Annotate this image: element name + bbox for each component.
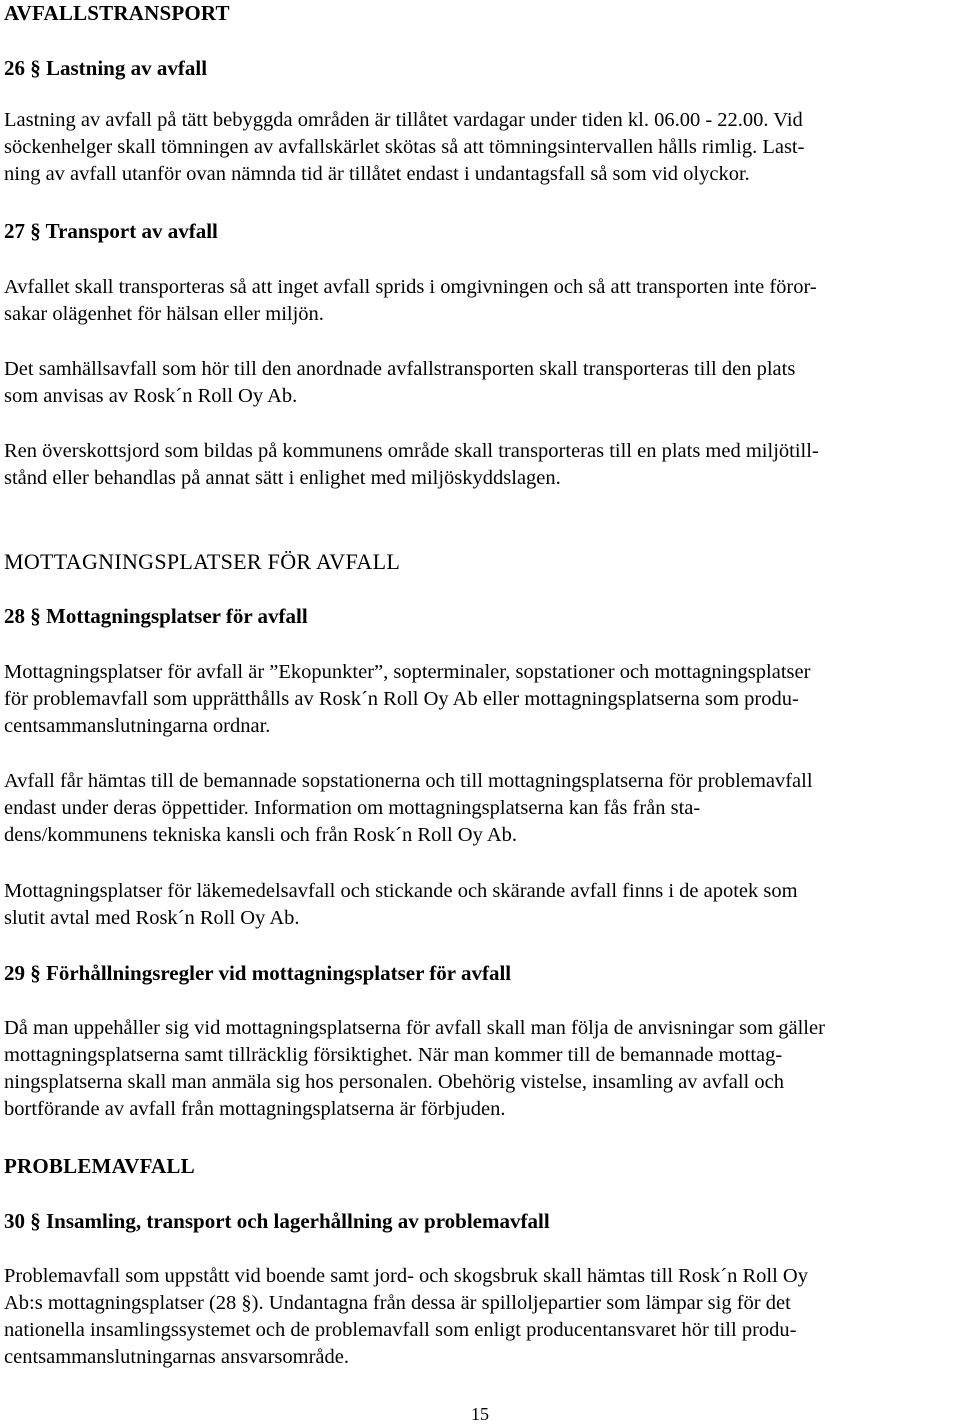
paragraph-28-body-1 <box>4 659 956 740</box>
section-heading-avfallstransport: AVFALLSTRANSPORT <box>4 1 230 25</box>
text-line: Ab:s mottagningsplatser (28 §). Undantagna från dessa är spilloljepartier som lämpar sig för det <box>4 1292 791 1314</box>
section-heading-mottagningsplatser: MOTTAGNINGSPLATSER FÖR AVFALL <box>4 549 401 574</box>
paragraph-heading-27: 27 § Transport av avfall <box>4 219 218 243</box>
text-line: endast under deras öppettider. Information om mottagningsplatserna kan fås från sta- <box>4 797 701 819</box>
text-line: sakar olägenhet för hälsan eller miljön. <box>4 303 324 325</box>
page-number: 15 <box>471 1404 489 1424</box>
paragraph-heading-28: 28 § Mottagningsplatser för avfall <box>4 604 308 628</box>
paragraph-heading-30: 30 § Insamling, transport och lagerhållning av problemavfall <box>4 1209 550 1233</box>
paragraph-27-body-2 <box>4 356 956 410</box>
text-line: Lastning av avfall på tätt bebyggda områden är tillåtet vardagar under tiden kl. 06.00 - 22.00. Vid <box>4 109 803 131</box>
paragraph-28-body-2 <box>4 768 956 849</box>
text-line: söckenhelger skall tömningen av avfallskärlet skötas så att tömningsintervallen hålls rimlig. Last- <box>4 136 805 158</box>
text-line: nationella insamlingssystemet och de problemavfall som enligt producentansvaret hör till produ- <box>4 1319 797 1341</box>
text-line: som anvisas av Rosk´n Roll Oy Ab. <box>4 385 298 407</box>
text-line: stånd eller behandlas på annat sätt i enlighet med miljöskyddslagen. <box>4 467 561 489</box>
text-line: ning av avfall utanför ovan nämnda tid är tillåtet endast i undantagsfall så som vid olyckor. <box>4 163 750 185</box>
text-line: Problemavfall som uppstått vid boende samt jord- och skogsbruk skall hämtas till Rosk´n Roll Oy <box>4 1265 808 1287</box>
text-line: bortförande av avfall från mottagningsplatserna är förbjuden. <box>4 1098 506 1120</box>
text-line: centsammanslutningarna ordnar. <box>4 715 271 737</box>
text-line: ningsplatserna skall man anmäla sig hos personalen. Obehörig vistelse, insamling av avfall och <box>4 1071 784 1093</box>
text-line: Det samhällsavfall som hör till den anordnade avfallstransporten skall transporteras till den plats <box>4 358 796 380</box>
paragraph-heading-29: 29 § Förhållningsregler vid mottagningsplatser för avfall <box>4 961 512 985</box>
text-line: Avfallet skall transporteras så att inget avfall sprids i omgivningen och så att transporten inte föror- <box>4 276 817 298</box>
text-line: slutit avtal med Rosk´n Roll Oy Ab. <box>4 907 300 929</box>
paragraph-heading-26: 26 § Lastning av avfall <box>4 56 208 80</box>
text-line: mottagningsplatserna samt tillräcklig försiktighet. När man kommer till de bemannade mottag- <box>4 1044 783 1066</box>
text-line: Mottagningsplatser för avfall är ”Ekopunkter”, sopterminaler, sopstationer och mottagningsplatser <box>4 661 811 683</box>
text-line: dens/kommunens tekniska kansli och från Rosk´n Roll Oy Ab. <box>4 824 518 846</box>
paragraph-29-body <box>4 1015 956 1123</box>
paragraph-30-body <box>4 1263 956 1371</box>
paragraph-27-body-1 <box>4 274 956 328</box>
text-line: för problemavfall som upprätthålls av Rosk´n Roll Oy Ab eller mottagningsplatserna som produ- <box>4 688 799 710</box>
text-line: Avfall får hämtas till de bemannade sopstationerna och till mottagningsplatserna för problemavfall <box>4 770 813 792</box>
section-heading-problemavfall: PROBLEMAVFALL <box>4 1154 195 1178</box>
text-line: Då man uppehåller sig vid mottagningsplatserna för avfall skall man följa de anvisningar som gäller <box>4 1017 825 1039</box>
text-line: centsammanslutningarnas ansvarsområde. <box>4 1346 349 1368</box>
paragraph-26-body <box>4 107 956 188</box>
text-line: Ren överskottsjord som bildas på kommunens område skall transporteras till en plats med miljötill- <box>4 440 819 462</box>
text-line: Mottagningsplatser för läkemedelsavfall och stickande och skärande avfall finns i de apotek som <box>4 880 798 902</box>
paragraph-27-body-3 <box>4 438 956 492</box>
paragraph-28-body-3 <box>4 878 956 932</box>
